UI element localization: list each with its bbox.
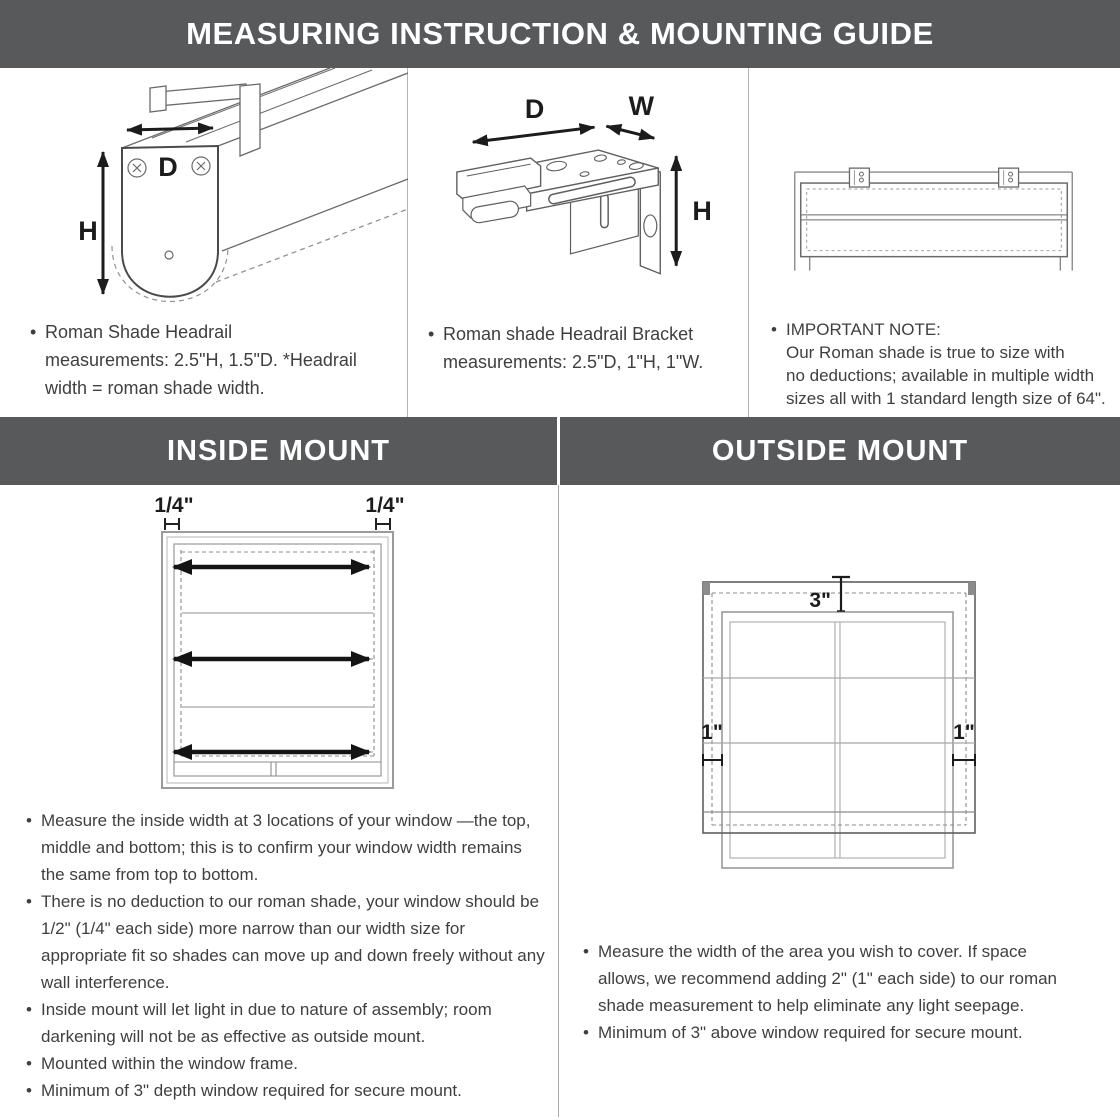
inside-mount-bullets <box>26 807 550 1104</box>
headrail-note <box>30 318 360 402</box>
bullet-dot: • <box>26 892 32 911</box>
bullet-dot: • <box>26 811 32 830</box>
outside-mount-heading-text: OUTSIDE MOUNT <box>711 434 969 467</box>
section-divider <box>558 485 559 1117</box>
bullet-dot: • <box>583 942 589 961</box>
bullet-item <box>26 1077 550 1104</box>
width-label: W <box>628 91 655 122</box>
outside-mount-bullets <box>583 938 1069 1046</box>
inside-mount-heading-text: INSIDE MOUNT <box>166 434 391 467</box>
mount-bracket-icon <box>849 168 869 187</box>
shade-outline <box>703 582 975 833</box>
bullet-text: Mounted within the window frame. <box>41 1054 299 1073</box>
window-mullion <box>835 622 840 858</box>
height-label: H <box>78 216 98 246</box>
shade-dashed-inset <box>712 593 966 825</box>
inside-mount-heading <box>0 417 557 485</box>
bullet-item <box>583 1019 1069 1046</box>
bullet-text: Inside mount will let light in due to nature of assembly; room darkening will not be as effective as outside mount. <box>41 1000 492 1046</box>
bullet-dot: • <box>583 1023 589 1042</box>
height-label: H <box>692 195 712 226</box>
important-note-title: IMPORTANT NOTE: <box>786 320 941 339</box>
bracket-note-text: Roman shade Headrail Bracket measurements: 2.5"D, 1"H, 1"W. <box>443 324 704 372</box>
bracket-panel <box>409 68 749 417</box>
important-note-panel <box>750 68 1120 417</box>
quarter-inch-ticks <box>165 518 390 530</box>
mounted-shade-diagram <box>750 68 1120 318</box>
outside-mount-window-diagram <box>560 555 1120 940</box>
bullet-text: Measure the width of the area you wish to cover. If space allows, we recommend adding 2" (1" each side) to our roman shade measurement to help eliminate any light seepage. <box>598 942 1058 1015</box>
window-inner-frame <box>730 622 945 858</box>
headrail-panel <box>0 68 408 417</box>
headrail-diagram <box>0 68 408 318</box>
left-overlap-label: 1" <box>701 721 723 744</box>
important-note-line: no deductions; available in multiple width <box>786 366 1095 385</box>
side-overlap-ticks <box>703 754 975 766</box>
depth-label: D <box>524 94 545 125</box>
bullet-item <box>26 996 550 1050</box>
depth-label: D <box>158 152 178 182</box>
bullet-dot: • <box>26 1081 32 1100</box>
important-note-body <box>771 341 1113 410</box>
left-bracket-tab <box>703 582 710 595</box>
bracket-note <box>428 320 730 376</box>
top-gap-label: 3" <box>809 589 831 612</box>
bullet-dot: • <box>26 1054 32 1073</box>
bullet-dot: • <box>30 322 37 342</box>
important-note-line: sizes all with 1 standard length size of 64". <box>786 389 1106 408</box>
bullet-text: There is no deduction to our roman shade, your window should be 1/2" (1/4" each side) more narrow than our width size for appropriate fit so shades can move up and down freely without any wall interference. <box>41 892 545 992</box>
bracket-diagram <box>409 68 748 318</box>
window-outer-frame <box>722 612 953 868</box>
right-overlap-label: 1" <box>953 721 975 744</box>
bullet-item <box>26 807 550 888</box>
bullet-item <box>26 888 550 996</box>
important-note <box>771 318 1113 410</box>
bullet-item <box>26 1050 550 1077</box>
bullet-text: Minimum of 3" above window required for secure mount. <box>598 1023 1023 1042</box>
right-gap-label: 1/4" <box>365 494 405 517</box>
headrail-note-text: Roman Shade Headrail measurements: 2.5"H, 1.5"D. *Headrail width = roman shade width. <box>45 322 357 398</box>
page-title <box>0 0 1120 68</box>
bullet-text: Minimum of 3" depth window required for secure mount. <box>41 1081 462 1100</box>
inside-mount-window-diagram <box>0 490 558 800</box>
right-bracket-tab <box>968 582 975 595</box>
left-gap-label: 1/4" <box>154 494 194 517</box>
bullet-dot: • <box>428 324 435 344</box>
shade-fold-lines <box>703 678 975 743</box>
bracket-clip <box>457 158 541 224</box>
bullet-text: Measure the inside width at 3 locations of your window —the top, middle and bottom; this is to confirm your window width remains the same from top to bottom. <box>41 811 531 884</box>
width-arrow <box>606 126 654 138</box>
depth-arrow <box>127 128 213 130</box>
bullet-item <box>583 938 1069 1019</box>
bullet-dot: • <box>771 320 777 339</box>
page-title-text: MEASURING INSTRUCTION & MOUNTING GUIDE <box>186 16 934 51</box>
bullet-dot: • <box>26 1000 32 1019</box>
outside-mount-heading <box>560 417 1120 485</box>
mount-bracket-icon <box>999 168 1019 187</box>
rail-mount-bracket <box>150 84 260 156</box>
important-note-line: Our Roman shade is true to size with <box>786 343 1065 362</box>
depth-arrow <box>473 127 595 142</box>
